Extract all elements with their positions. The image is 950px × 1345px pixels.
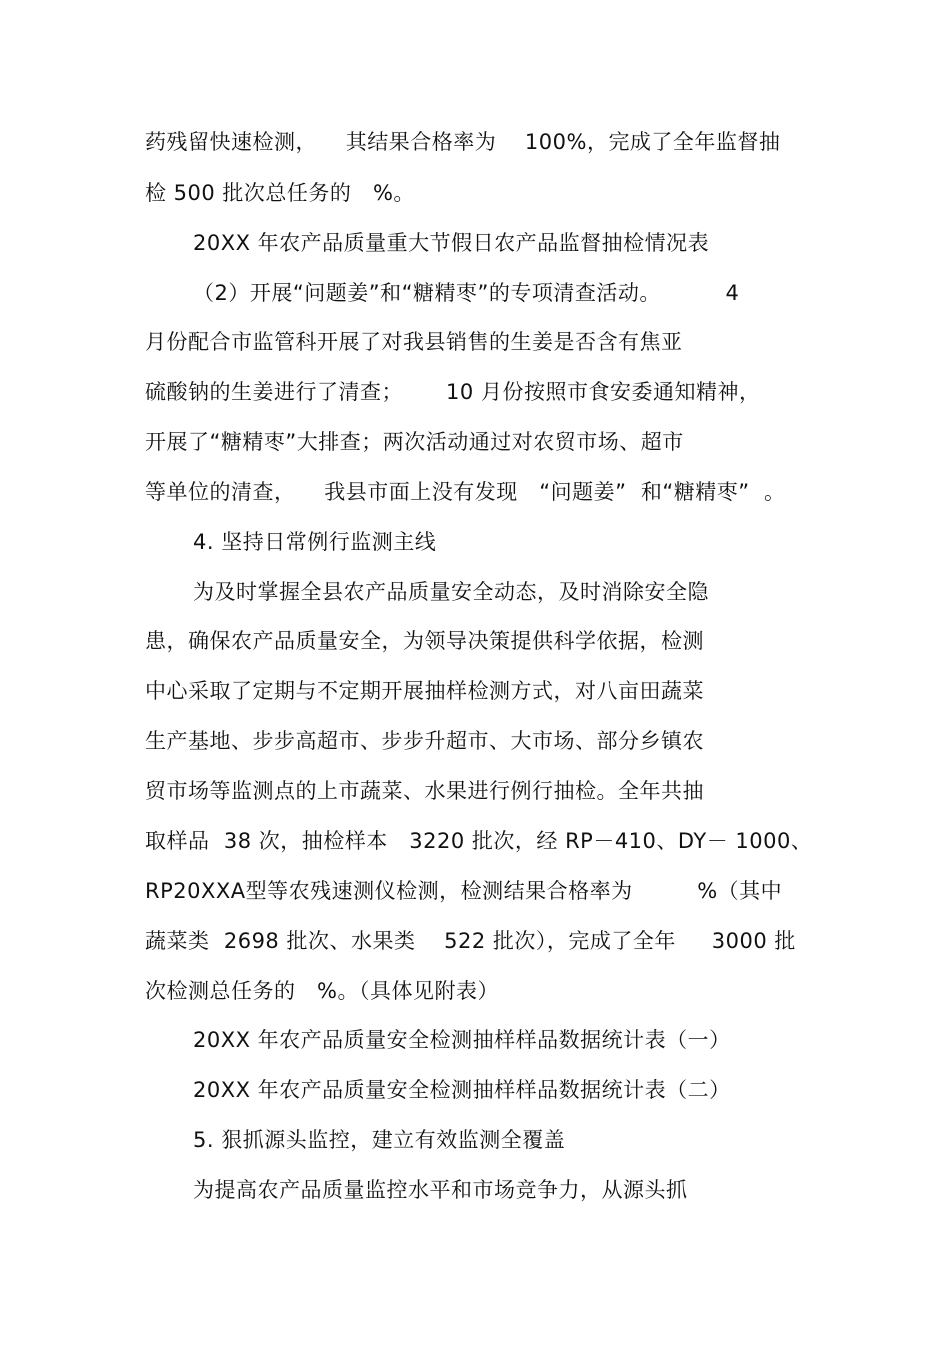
text-line: 检 500 批次总任务的 %。: [145, 181, 415, 205]
text-line: 开展了“糖精枣”大排查；两次活动通过对农贸市场、超市: [145, 430, 684, 454]
text-line: RP20XXA型等农残速测仪检测，检测结果合格率为 %（其中: [145, 879, 783, 903]
table-caption: 20XX 年农产品质量安全检测抽样样品数据统计表（一）: [193, 1028, 731, 1052]
section-heading: 4. 坚持日常例行监测主线: [193, 530, 437, 554]
text-line: 患，确保农产品质量安全，为领导决策提供科学依据，检测: [145, 629, 704, 653]
text-line: 蔬菜类 2698 批次、水果类 522 批次），完成了全年 3000 批: [145, 929, 796, 953]
text-line: （2）开展“问题姜”和“糖精枣”的专项清查活动。 4: [193, 281, 740, 305]
text-line: 等单位的清查， 我县市面上没有发现 “问题姜” 和“糖精枣” 。: [145, 480, 786, 504]
text-line: 中心采取了定期与不定期开展抽样检测方式，对八亩田蔬菜: [145, 679, 704, 703]
text-line: 为及时掌握全县农产品质量安全动态，及时消除安全隐: [193, 580, 709, 604]
table-caption: 20XX 年农产品质量安全检测抽样样品数据统计表（二）: [193, 1078, 731, 1102]
table-caption: 20XX 年农产品质量重大节假日农产品监督抽检情况表: [193, 231, 710, 255]
text-line: 次检测总任务的 %。（具体见附表）: [145, 979, 499, 1003]
text-line: 生产基地、步步高超市、步步升超市、大市场、部分乡镇农: [145, 729, 704, 753]
text-line: 硫酸钠的生姜进行了清查； 10 月份按照市食安委通知精神，: [145, 380, 761, 404]
text-line: 贸市场等监测点的上市蔬菜、水果进行例行抽检。全年共抽: [145, 779, 704, 803]
text-line: 月份配合市监管科开展了对我县销售的生姜是否含有焦亚: [145, 330, 683, 354]
text-line: 取样品 38 次，抽检样本 3220 批次，经 RP－410、DY－ 1000、: [145, 829, 813, 853]
text-line: 为提高农产品质量监控水平和市场竞争力，从源头抓: [193, 1178, 688, 1202]
text-line: 药残留快速检测， 其结果合格率为 100%，完成了全年监督抽: [145, 130, 781, 154]
section-heading: 5. 狠抓源头监控，建立有效监测全覆盖: [193, 1128, 566, 1152]
